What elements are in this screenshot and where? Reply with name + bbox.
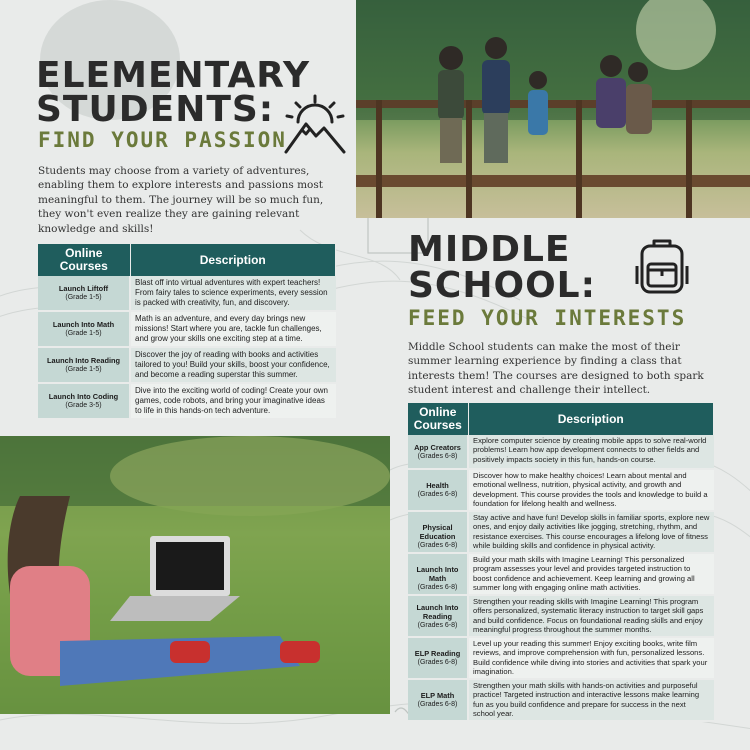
elementary-subtitle: FIND YOUR PASSION [38,128,287,152]
course-grade: (Grades 6-8) [417,658,458,666]
course-grade: (Grade 3-5) [65,401,102,409]
elementary-table-header [38,244,336,276]
course-name-cell [38,276,130,311]
photo-kids-walking-bridge [356,0,750,218]
course-description: Strengthen your math skills with hands-on activities and purposeful practice! Targeted instruction and interactive lessons make learning fun as you build confidence and prepare for success in the next school year. [468,679,714,721]
header-courses: Courses [59,259,108,273]
course-name-cell [408,511,468,553]
course-name: Launch Liftoff [58,284,109,293]
table-row [408,553,714,595]
course-name-cell [408,595,468,637]
backpack-icon [634,236,690,294]
course-grade: (Grades 6-8) [417,621,458,629]
course-name: Launch Into Coding [48,392,119,401]
elementary-courses-table [38,244,336,420]
course-name-cell [408,679,468,721]
table-row [38,311,336,347]
photo-girl-with-laptop [0,436,390,714]
course-grade: (Grades 6-8) [417,452,458,460]
course-description: Strengthen your reading skills with Imagine Learning! This program offers personalized, systematic literacy instruction to target skill gaps and build confidence. Focus on foundational reading skills and enjoy meaningful progress throughout the summer months. [468,595,714,637]
course-name: App Creators [414,443,461,452]
middle-courses-table [408,403,714,722]
course-grade: (Grade 1-5) [65,365,102,373]
course-name: Health [426,481,449,490]
table-row [408,511,714,553]
middle-table-header [408,403,714,435]
course-description: Discover the joy of reading with books and activities tailored to you! Build your skills, boost your confidence, and become a reading superstar this summer. [130,347,336,383]
mountain-sun-icon [282,94,348,156]
course-description: Math is an adventure, and every day brings new missions! Start where you are, tackle fun challenges, and grow your skills one exciting step at a time. [130,311,336,347]
table-row [408,435,714,469]
table-row [408,595,714,637]
header-online: Online [65,246,103,261]
course-description: Explore computer science by creating mobile apps to solve real-world problems! Learn how app development connects to other fields and positively impacts society in this fun, hands-on course. [468,435,714,469]
course-description: Dive into the exciting world of coding! Create your own games, code robots, and bring your imaginative ideas to life in this hands-on tech adventure. [130,383,336,419]
course-name-cell [408,553,468,595]
elementary-title-line1: ELEMENTARY [36,55,311,96]
course-grade: (Grade 1-5) [65,293,102,301]
course-name: Launch Into Math [416,565,459,583]
course-name: ELP Reading [414,649,461,658]
course-name-cell [408,637,468,679]
course-description: Build your math skills with Imagine Learning! This personalized program assesses your level and provides targeted instruction to boost confidence and achievement. Keep learning and growing all summer long with engaging online math activities. [468,553,714,595]
course-grade: (Grades 6-8) [417,490,458,498]
course-name-cell [408,469,468,511]
middle-subtitle: FEED YOUR INTERESTS [408,306,687,330]
course-name-cell [38,311,130,347]
course-name-cell [408,435,468,469]
header-description: Description [468,403,714,435]
header-online-courses [38,244,130,276]
elementary-title-line2: STUDENTS: [36,89,275,130]
course-grade: (Grade 1-5) [65,329,102,337]
table-row [38,276,336,311]
table-row [408,469,714,511]
course-name: Launch Into Math [52,320,115,329]
course-name: Launch Into Reading [46,356,121,365]
middle-title-line1: MIDDLE [408,229,571,270]
table-row [408,679,714,721]
table-row [38,383,336,419]
course-grade: (Grades 6-8) [417,583,458,591]
course-name-cell [38,383,130,419]
table-row [38,347,336,383]
course-grade: (Grades 6-8) [417,700,458,708]
course-description: Blast off into virtual adventures with expert teachers! From fairy tales to science experiments, every session is packed with creativity, fun, and discovery. [130,276,336,311]
course-name: Launch Into Reading [416,603,459,621]
course-name-cell [38,347,130,383]
header-online: Online [419,405,457,420]
header-online-courses [408,403,468,435]
middle-title-line2: SCHOOL: [408,265,597,306]
course-description: Level up your reading this summer! Enjoy exciting books, write film reviews, and improve comprehension with fun, personalized lessons. Build confidence while diving into stories and activities that spark your imagination. [468,637,714,679]
header-description: Description [130,244,336,276]
course-name: ELP Math [420,691,455,700]
table-row [408,637,714,679]
course-description: Discover how to make healthy choices! Learn about mental and emotional wellness, nutrition, physical activity, and growth and development. This course provides the tools and knowledge to build a foundation for lifelong health and wellness. [468,469,714,511]
course-description: Stay active and have fun! Develop skills in familiar sports, explore new ones, and enjoy daily activities like jogging, stretching, rhythm, and resistance exercises. This course encourages a lifelong love of fitness while building skills and confidence in physical activity. [468,511,714,553]
course-grade: (Grades 6-8) [417,541,458,549]
elementary-intro: Students may choose from a variety of adventures, enabling them to explore interests and passions most meaningful to them. The journey will be so much fun, they won't even realize they are gaining relevant knowledge and skills! [38,165,324,235]
middle-intro: Middle School students can make the most of their summer learning experience by finding a class that interests them! The courses are designed to both spark student interest and challenge their intellect. [408,341,704,397]
header-courses: Courses [413,418,462,432]
course-name: Physical Education [419,523,456,541]
